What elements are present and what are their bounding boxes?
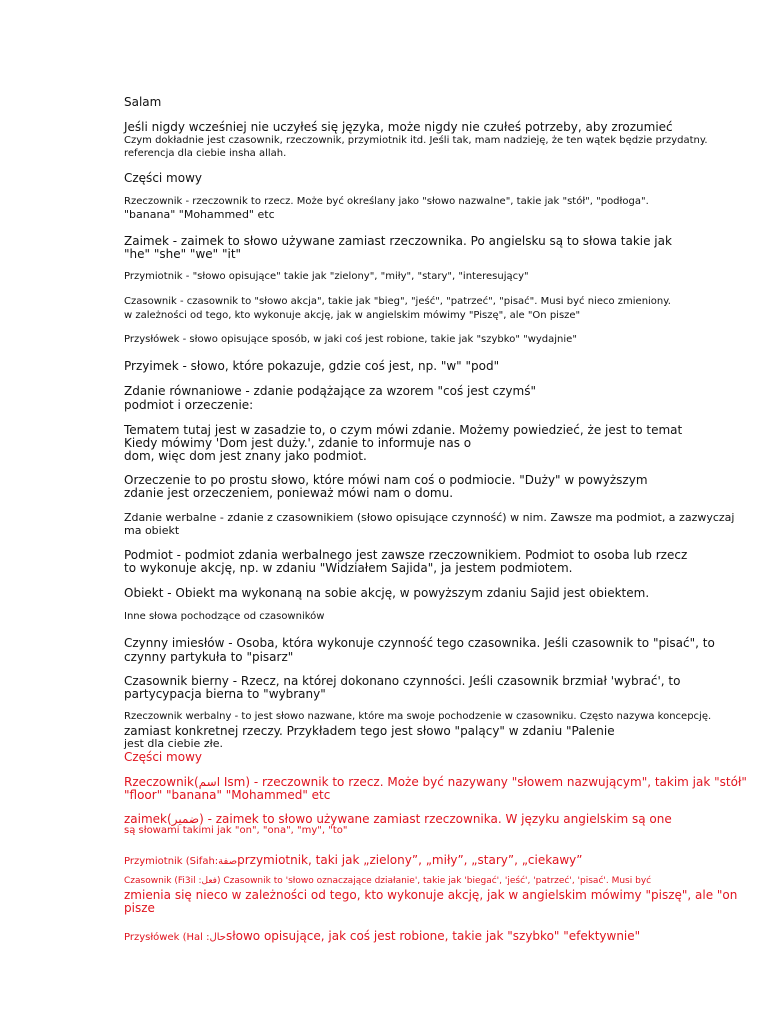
other-words-heading: Inne słowa pochodzące od czasowników: [124, 611, 325, 622]
red-adverb-text: słowo opisujące, jak coś jest robione, takie jak "szybko" "efektywnie": [225, 929, 641, 943]
object-line: Obiekt - Obiekt ma wykonaną na sobie akcję, w powyższym zdaniu Sajid jest obiektem.: [124, 586, 650, 600]
verbal-line-1: Zdanie werbalne - zdanie z czasownikiem (słowo opisujące czynność) w nim. Zawsze ma podmiot, a zazwyczaj: [124, 511, 735, 524]
noun-line-2: "banana" "Mohammed" etc: [124, 208, 275, 221]
intro-line-2: Czym dokładnie jest czasownik, rzeczownik, przymiotnik itd. Jeśli tak, mam nadzieję, że ten wątek będzie przydatny.: [124, 135, 708, 146]
red-verb-line-1: Czasownik (Fi3il :فعل) Czasownik to 'słowo oznaczające działanie', takie jak 'biegać', 'jeść', 'patrzeć', 'pisać'. Musi być: [124, 876, 652, 886]
noun-line-1: Rzeczownik - rzeczownik to rzecz. Może być określany jako "słowo nazwalne", takie jak "stół", "podłoga".: [124, 196, 649, 207]
red-adverb-label: Przysłówek (Hal :حال: [124, 932, 226, 943]
passive-participle-line-2: partycypacja bierna to "wybrany": [124, 687, 326, 701]
red-adverb-line: [124, 927, 640, 943]
predicate-line-2: zdanie jest orzeczeniem, ponieważ mówi nam o domu.: [124, 486, 454, 500]
predicate-line-1: Orzeczenie to po prostu słowo, które mówi nam coś o podmiocie. "Duży" w powyższym: [124, 473, 648, 487]
red-parts-heading: Części mowy: [124, 750, 203, 764]
red-verb-line-3: pisze: [124, 901, 155, 915]
subject-line-1: Podmiot - podmiot zdania werbalnego jest zawsze rzeczownikiem. Podmiot to osoba lub rzecz: [124, 548, 688, 562]
red-adjective-label: Przymiotnik (Sifah:صفة: [124, 856, 238, 867]
verb-line-1: Czasownik - czasownik to "słowo akcja", takie jak "bieg", "jeść", "patrzeć", "pisać". Musi być nieco zmieniony.: [124, 296, 671, 307]
active-participle-line-1: Czynny imiesłów - Osoba, która wykonuje czynność tego czasownika. Jeśli czasownik to "pisać", to: [124, 636, 715, 650]
verbal-line-2: ma obiekt: [124, 524, 180, 537]
red-pronoun-line-1: zaimek(ضمير) - zaimek to słowo używane zamiast rzeczownika. W języku angielskim są one: [124, 812, 672, 826]
theme-line-3: dom, więc dom jest znany jako podmiot.: [124, 449, 367, 463]
red-noun-line-2: "floor" "banana" "Mohammed" etc: [124, 788, 331, 802]
verbal-noun-line-2: zamiast konkretnej rzeczy. Przykładem tego jest słowo "palący" w zdaniu "Palenie: [124, 724, 615, 738]
verb-line-2: w zależności od tego, kto wykonuje akcję, jak w angielskim mówimy "Piszę", ale "On pisze": [124, 310, 581, 321]
red-adjective-line: [124, 851, 582, 867]
intro-line-3: referencja dla ciebie insha allah.: [124, 148, 287, 159]
red-noun-line-1: Rzeczownik(اسم Ism) - rzeczownik to rzecz. Może być nazywany "słowem nazwującym", takim jak "stół": [124, 775, 747, 789]
preposition-line: Przyimek - słowo, które pokazuje, gdzie coś jest, np. "w" "pod": [124, 359, 500, 373]
pronoun-line-1: Zaimek - zaimek to słowo używane zamiast rzeczownika. Po angielsku są to słowa takie jak: [124, 234, 672, 248]
adverb-line: Przysłówek - słowo opisujące sposób, w jaki coś jest robione, takie jak "szybko" "wydajnie": [124, 334, 577, 345]
red-verb-line-2: zmienia się nieco w zależności od tego, kto wykonuje akcję, jak w angielskim mówimy "piszę", ale "on: [124, 888, 738, 902]
passive-participle-line-1: Czasownik bierny - Rzecz, na której dokonano czynności. Jeśli czasownik brzmiał 'wybrać', to: [124, 674, 681, 688]
red-pronoun-line-2: są słowami takimi jak "on", "ona", "my", "to": [124, 825, 348, 836]
red-adjective-text: przymiotnik, taki jak „zielony”, „miły”, „stary”, „ciekawy”: [237, 853, 583, 867]
adjective-line: Przymiotnik - "słowo opisujące" takie jak "zielony", "miły", "stary", "interesujący": [124, 271, 529, 282]
pronoun-line-2: "he" "she" "we" "it": [124, 247, 242, 261]
verbal-noun-line-3: jest dla ciebie złe.: [124, 737, 223, 750]
theme-line-1: Tematem tutaj jest w zasadzie to, o czym mówi zdanie. Możemy powiedzieć, że jest to temat: [124, 423, 683, 437]
intro-line-1: Jeśli nigdy wcześniej nie uczyłeś się języka, może nigdy nie czułeś potrzeby, aby zrozumieć: [124, 120, 673, 134]
subject-line-2: to wykonuje akcję, np. w zdaniu "Widziałem Sajida", ja jestem podmiotem.: [124, 561, 573, 575]
nominal-line-1: Zdanie równaniowe - zdanie podążające za wzorem "coś jest czymś": [124, 384, 536, 398]
theme-line-2: Kiedy mówimy 'Dom jest duży.', zdanie to informuje nas o: [124, 436, 472, 450]
nominal-line-2: podmiot i orzeczenie:: [124, 398, 254, 412]
greeting: Salam: [124, 95, 162, 109]
verbal-noun-line-1: Rzeczownik werbalny - to jest słowo nazwane, które ma swoje pochodzenie w czasowniku. Często nazywa koncepcję.: [124, 711, 712, 722]
active-participle-line-2: czynny partykuła to "pisarz": [124, 650, 294, 664]
parts-heading: Części mowy: [124, 171, 203, 185]
